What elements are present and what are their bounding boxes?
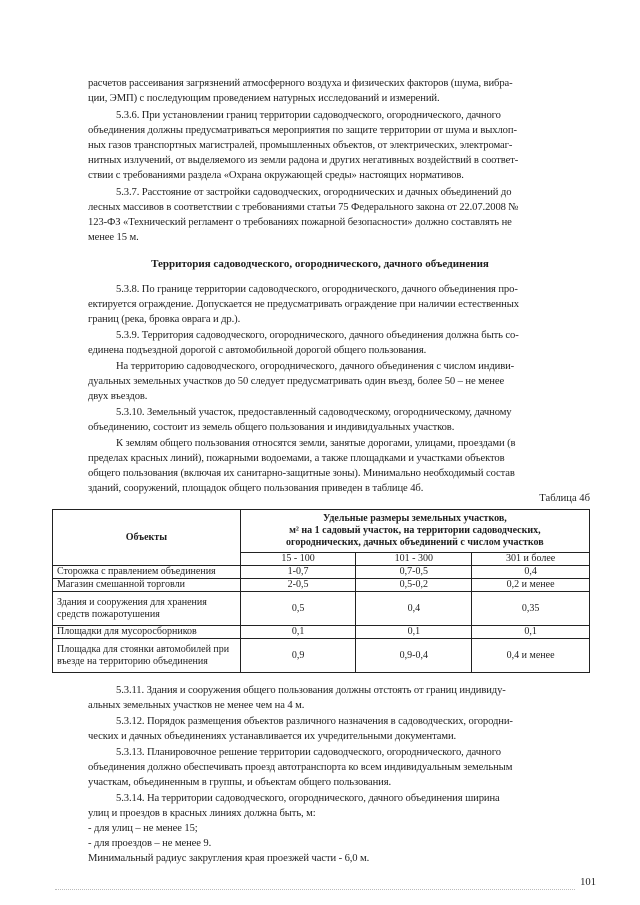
footer-divider — [55, 889, 575, 890]
row-object: Сторожка с правлением объединения — [53, 566, 241, 579]
text-line: 5.3.11. Здания и сооружения общего пользования должны отстоять от границ индивиду- — [116, 685, 506, 696]
text-line: 123-ФЗ «Технический регламент о требованиях пожарной безопасности» должно составлять не — [88, 217, 512, 228]
header-sizes — [240, 510, 589, 553]
text-line: Минимальный радиус закругления края проезжей части - 6,0 м. — [88, 853, 370, 864]
row-value: 1-0,7 — [240, 566, 356, 579]
text-line: К землям общего пользования относятся земли, занятые дорогами, улицами, проездами (в — [116, 438, 516, 449]
text-line: двух въездов. — [88, 391, 148, 402]
text-line: 5.3.10. Земельный участок, предоставленный садоводческому, огородническому, дачному — [116, 407, 512, 418]
row-value: 0,5 — [240, 592, 356, 626]
row-object: Площадки для мусоросборников — [53, 626, 241, 639]
text-line: нитных излучений, от выделяемого из земли радона и других негативных воздействий в соответ- — [88, 155, 519, 166]
header-sizes-line: Удельные размеры земельных участков, — [322, 513, 507, 524]
text-line: альных земельных участков не менее чем на 4 м. — [88, 700, 305, 711]
header-objects: Объекты — [53, 510, 241, 566]
row-value: 0,9 — [240, 639, 356, 673]
header-sizes-line: м² на 1 садовый участок, на территории садоводческих, — [289, 525, 541, 536]
header-sizes-line: огороднических, дачных объединений с числом участков — [286, 537, 544, 548]
header-range: 101 - 300 — [356, 553, 472, 566]
row-object-line: Здания и сооружения для хранения — [57, 596, 207, 608]
text-line: ектируется ограждение. Допускается не предусматривать ограждение при наличии естественных — [88, 299, 519, 310]
text-line: расчетов рассеивания загрязнений атмосферного воздуха и физических факторов (шума, вибра- — [88, 78, 513, 89]
text-line: ствии с требованиями раздела «Охрана окружающей среды» настоящих нормативов. — [88, 170, 464, 181]
text-line: дуальных земельных участков до 50 следует предусматривать один въезд, более 50 – не менее — [88, 376, 505, 387]
row-object — [53, 592, 241, 626]
text-line: лесных массивов в соответствии с требованиями статьи 75 Федерального закона от 22.07.2008 № — [88, 202, 519, 213]
text-line: пределах красных линий), пожарными водоемами, а также площадками и участками объектов — [88, 453, 505, 464]
text-line: 5.3.13. Планировочное решение территории садоводческого, огороднического, дачного — [116, 747, 501, 758]
page-number: 101 — [580, 877, 596, 888]
row-value: 0,9-0,4 — [356, 639, 472, 673]
text-line: - для улиц – не менее 15; — [88, 823, 198, 834]
row-object: Магазин смешанной торговли — [53, 579, 241, 592]
row-value: 0,1 — [356, 626, 472, 639]
text-line: 5.3.6. При установлении границ территории садоводческого, огороднического, дачного — [116, 110, 501, 121]
text-line: зданий, сооружений, площадок общего пользования приведен в таблице 4б. — [88, 483, 424, 494]
row-value: 0,35 — [472, 592, 590, 626]
text-line: На территорию садоводческого, огороднического, дачного объединения с числом индиви- — [116, 361, 515, 372]
table-header-row — [53, 510, 590, 553]
row-object-line: Площадка для стоянки автомобилей при — [57, 643, 230, 655]
text-line: объединению, состоит из земель общего пользования и индивидуальных участков. — [88, 422, 455, 433]
table-caption: Таблица 4б — [539, 493, 590, 504]
text-line: границ (река, бровка оврага и др.). — [88, 314, 241, 325]
row-value: 0,1 — [240, 626, 356, 639]
section-heading: Территория садоводческого, огороднического, дачного объединения — [151, 258, 489, 270]
text-line: 5.3.7. Расстояние от застройки садоводческих, огороднических и дачных объединений до — [116, 187, 512, 198]
row-value: 2-0,5 — [240, 579, 356, 592]
text-line: единена подъездной дорогой с автомобильной дорогой общего пользования. — [88, 345, 427, 356]
table-row — [53, 579, 590, 592]
row-object-line: средств пожаротушения — [57, 608, 160, 620]
text-line: улиц и проездов в красных линиях должна быть, м: — [88, 808, 316, 819]
text-line: объединения должно обеспечивать проезд автотранспорта ко всем индивидуальным земельным — [88, 762, 513, 773]
header-range: 301 и более — [472, 553, 590, 566]
text-line: 5.3.12. Порядок размещения объектов различного назначения в садоводческих, огородни- — [116, 716, 513, 727]
row-value: 0,4 — [356, 592, 472, 626]
row-object — [53, 639, 241, 673]
land-size-table — [52, 509, 590, 673]
row-object-line: въезде на территорию объединения — [57, 655, 208, 667]
text-line: 5.3.14. На территории садоводческого, огороднического, дачного объединения ширина — [116, 793, 500, 804]
row-value: 0,4 и менее — [472, 639, 590, 673]
row-value: 0,5-0,2 — [356, 579, 472, 592]
text-line: общего пользования (включая их санитарно-защитные зоны). Минимально необходимый состав — [88, 468, 515, 479]
text-line: ции, ЭМП) с последующим проведением натурных исследований и измерений. — [88, 93, 440, 104]
row-value: 0,7-0,5 — [356, 566, 472, 579]
text-line: объединения должны предусматриваться мероприятия по защите территории от шума и выхлоп- — [88, 125, 517, 136]
table-row — [53, 592, 590, 626]
text-line: 5.3.9. Территория садоводческого, огороднического, дачного объединения должна быть со- — [116, 330, 519, 341]
table-row — [53, 639, 590, 673]
table-row — [53, 626, 590, 639]
row-value: 0,1 — [472, 626, 590, 639]
text-line: - для проездов – не менее 9. — [88, 838, 212, 849]
row-value: 0,4 — [472, 566, 590, 579]
text-line: участкам, объединенным в группы, и объектам общего пользования. — [88, 777, 392, 788]
row-value: 0,2 и менее — [472, 579, 590, 592]
table-row — [53, 566, 590, 579]
text-line: ных газов транспортных магистралей, промышленных объектов, от электрических, электромаг- — [88, 140, 513, 151]
text-line: менее 15 м. — [88, 232, 139, 243]
text-line: ческих и дачных объединениях устанавливается их учредительными документами. — [88, 731, 457, 742]
header-range: 15 - 100 — [240, 553, 356, 566]
text-line: 5.3.8. По границе территории садоводческого, огороднического, дачного объединения про- — [116, 284, 518, 295]
